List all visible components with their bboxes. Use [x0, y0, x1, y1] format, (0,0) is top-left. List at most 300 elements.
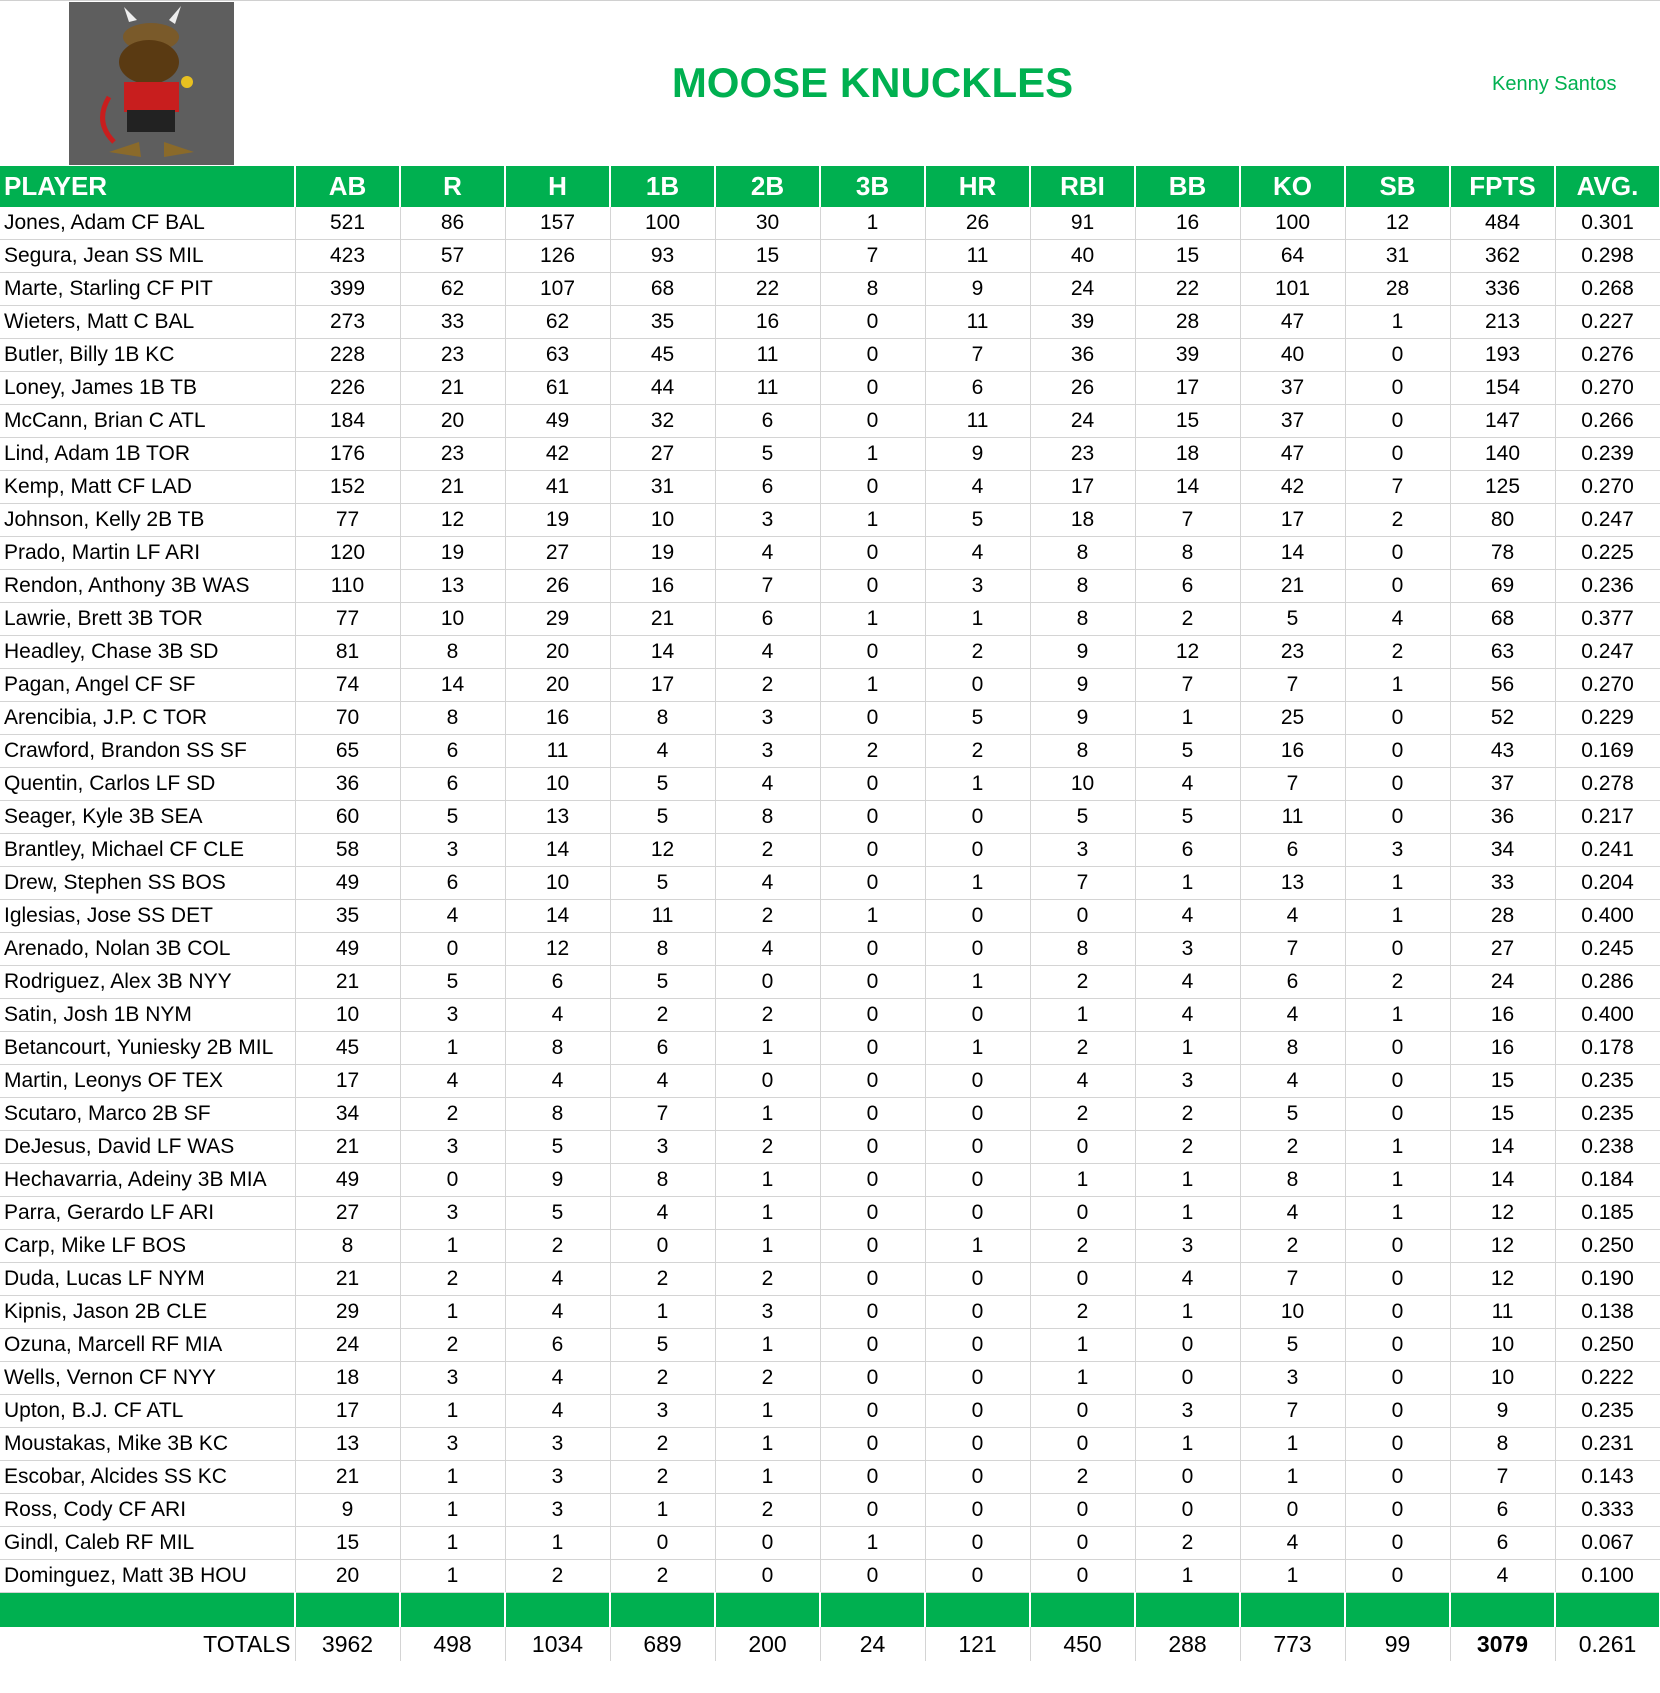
stat-cell: 86	[400, 207, 505, 240]
team-header	[0, 0, 1660, 167]
stat-cell: 14	[505, 900, 610, 933]
stat-cell: 27	[295, 1197, 400, 1230]
separator-cell	[820, 1593, 925, 1628]
total-cell: 498	[400, 1627, 505, 1661]
stat-cell: 0	[1345, 537, 1450, 570]
stat-cell: 8	[505, 1098, 610, 1131]
stat-cell: 7	[1240, 669, 1345, 702]
stat-cell: 8	[610, 933, 715, 966]
stat-cell: 157	[505, 207, 610, 240]
stat-cell: 0.268	[1555, 273, 1660, 306]
stat-cell: 21	[295, 1263, 400, 1296]
stat-cell: 91	[1030, 207, 1135, 240]
stat-cell: 49	[295, 867, 400, 900]
stat-cell: 2	[820, 735, 925, 768]
stat-cell: 8	[1030, 735, 1135, 768]
stat-cell: 1	[400, 1560, 505, 1593]
stat-cell: 15	[295, 1527, 400, 1560]
stat-cell: 34	[295, 1098, 400, 1131]
stat-cell: 10	[1240, 1296, 1345, 1329]
stat-cell: 0	[820, 1560, 925, 1593]
table-row	[0, 603, 1660, 636]
stat-cell: 49	[505, 405, 610, 438]
stat-cell: 0	[1345, 1329, 1450, 1362]
stat-cell: 12	[1345, 207, 1450, 240]
stat-cell: 14	[1240, 537, 1345, 570]
stat-cell: 0	[820, 801, 925, 834]
stat-cell: 1	[400, 1461, 505, 1494]
player-name-cell: Duda, Lucas LF NYM	[0, 1263, 295, 1296]
column-header-3b: 3B	[820, 166, 925, 207]
stat-cell: 49	[295, 1164, 400, 1197]
stat-cell: 0	[820, 1494, 925, 1527]
stat-cell: 4	[925, 537, 1030, 570]
stat-cell: 0.184	[1555, 1164, 1660, 1197]
stat-cell: 9	[1030, 669, 1135, 702]
stat-cell: 15	[1450, 1065, 1555, 1098]
stat-cell: 1	[400, 1494, 505, 1527]
stat-cell: 0	[925, 834, 1030, 867]
stat-cell: 30	[715, 207, 820, 240]
table-row	[0, 372, 1660, 405]
stat-cell: 0	[820, 372, 925, 405]
stat-cell: 23	[400, 438, 505, 471]
separator-cell	[1135, 1593, 1240, 1628]
table-row	[0, 1131, 1660, 1164]
stat-cell: 0.270	[1555, 471, 1660, 504]
stat-cell: 14	[1135, 471, 1240, 504]
stat-cell: 0	[925, 1494, 1030, 1527]
stat-cell: 0	[820, 768, 925, 801]
stat-cell: 2	[610, 1362, 715, 1395]
stat-cell: 2	[610, 1428, 715, 1461]
stat-cell: 47	[1240, 306, 1345, 339]
stat-cell: 8	[505, 1032, 610, 1065]
stat-cell: 1	[925, 1032, 1030, 1065]
stat-cell: 125	[1450, 471, 1555, 504]
stat-cell: 0	[1345, 768, 1450, 801]
stat-cell: 2	[1345, 504, 1450, 537]
stat-cell: 0.377	[1555, 603, 1660, 636]
stat-cell: 0	[1345, 1395, 1450, 1428]
stat-cell: 0	[400, 933, 505, 966]
stat-cell: 19	[505, 504, 610, 537]
stat-cell: 0	[1135, 1362, 1240, 1395]
stat-cell: 110	[295, 570, 400, 603]
stat-cell: 10	[1450, 1329, 1555, 1362]
player-name-cell: Quentin, Carlos LF SD	[0, 768, 295, 801]
stat-cell: 8	[610, 702, 715, 735]
stat-cell: 0	[820, 999, 925, 1032]
stat-cell: 10	[400, 603, 505, 636]
player-name-cell: Butler, Billy 1B KC	[0, 339, 295, 372]
stat-cell: 0.138	[1555, 1296, 1660, 1329]
stat-cell: 0.276	[1555, 339, 1660, 372]
player-name-cell: Parra, Gerardo LF ARI	[0, 1197, 295, 1230]
stat-cell: 154	[1450, 372, 1555, 405]
separator-cell	[0, 1593, 295, 1628]
stat-cell: 4	[1135, 768, 1240, 801]
stat-cell: 0.178	[1555, 1032, 1660, 1065]
stat-cell: 9	[295, 1494, 400, 1527]
stat-cell: 64	[1240, 240, 1345, 273]
stat-cell: 0	[1135, 1329, 1240, 1362]
player-name-cell: Betancourt, Yuniesky 2B MIL	[0, 1032, 295, 1065]
stat-cell: 1	[925, 768, 1030, 801]
table-row	[0, 801, 1660, 834]
stat-cell: 0	[925, 669, 1030, 702]
stat-cell: 0	[925, 1131, 1030, 1164]
stat-cell: 0	[1345, 1296, 1450, 1329]
stat-cell: 0	[1345, 1032, 1450, 1065]
stat-cell: 21	[610, 603, 715, 636]
stat-cell: 2	[400, 1263, 505, 1296]
stat-cell: 0	[820, 933, 925, 966]
stat-cell: 63	[505, 339, 610, 372]
table-row	[0, 1560, 1660, 1593]
column-header-fpts: FPTS	[1450, 166, 1555, 207]
stat-cell: 77	[295, 603, 400, 636]
stat-cell: 6	[400, 735, 505, 768]
stat-cell: 521	[295, 207, 400, 240]
stat-cell: 4	[505, 1395, 610, 1428]
stat-cell: 1	[1030, 1329, 1135, 1362]
table-row	[0, 273, 1660, 306]
stat-cell: 1	[820, 1527, 925, 1560]
stat-cell: 3	[715, 702, 820, 735]
player-name-cell: Seager, Kyle 3B SEA	[0, 801, 295, 834]
stat-cell: 0.301	[1555, 207, 1660, 240]
stat-cell: 21	[1240, 570, 1345, 603]
player-name-cell: Drew, Stephen SS BOS	[0, 867, 295, 900]
stat-cell: 16	[715, 306, 820, 339]
stat-cell: 4	[400, 900, 505, 933]
stat-cell: 13	[400, 570, 505, 603]
stat-cell: 0.235	[1555, 1065, 1660, 1098]
stat-cell: 3	[1345, 834, 1450, 867]
stat-cell: 60	[295, 801, 400, 834]
stat-cell: 3	[610, 1131, 715, 1164]
stat-cell: 0	[1030, 1395, 1135, 1428]
stat-cell: 17	[295, 1395, 400, 1428]
stat-cell: 1	[715, 1098, 820, 1131]
table-row	[0, 240, 1660, 273]
stat-cell: 176	[295, 438, 400, 471]
separator-cell	[295, 1593, 400, 1628]
stat-cell: 0	[1030, 900, 1135, 933]
stat-cell: 0	[820, 570, 925, 603]
stat-cell: 4	[610, 1197, 715, 1230]
stat-cell: 152	[295, 471, 400, 504]
stat-cell: 27	[1450, 933, 1555, 966]
stat-cell: 9	[925, 438, 1030, 471]
stat-cell: 56	[1450, 669, 1555, 702]
stat-cell: 31	[1345, 240, 1450, 273]
stat-cell: 14	[610, 636, 715, 669]
column-header-player: PLAYER	[0, 166, 295, 207]
stat-cell: 17	[610, 669, 715, 702]
stat-cell: 47	[1240, 438, 1345, 471]
stat-cell: 5	[505, 1197, 610, 1230]
table-row	[0, 1296, 1660, 1329]
stat-cell: 0.241	[1555, 834, 1660, 867]
stat-cell: 1	[715, 1329, 820, 1362]
stat-cell: 14	[1450, 1164, 1555, 1197]
stat-cell: 10	[295, 999, 400, 1032]
stat-cell: 3	[400, 1362, 505, 1395]
stat-cell: 4	[505, 1296, 610, 1329]
table-row	[0, 636, 1660, 669]
stat-cell: 6	[610, 1032, 715, 1065]
stat-cell: 3	[400, 834, 505, 867]
stat-cell: 20	[505, 636, 610, 669]
stat-cell: 1	[610, 1296, 715, 1329]
stat-cell: 0.250	[1555, 1329, 1660, 1362]
stat-cell: 4	[1240, 900, 1345, 933]
stat-cell: 0	[820, 1131, 925, 1164]
stat-cell: 0.266	[1555, 405, 1660, 438]
stat-cell: 21	[295, 1131, 400, 1164]
stat-cell: 1	[1135, 1428, 1240, 1461]
stat-cell: 226	[295, 372, 400, 405]
stat-cell: 4	[1135, 999, 1240, 1032]
total-cell: 288	[1135, 1627, 1240, 1661]
stat-cell: 0	[1345, 1560, 1450, 1593]
separator-cell	[1450, 1593, 1555, 1628]
column-header-1b: 1B	[610, 166, 715, 207]
stat-cell: 0	[820, 1296, 925, 1329]
stat-cell: 18	[295, 1362, 400, 1395]
stat-cell: 78	[1450, 537, 1555, 570]
column-header-avg: AVG.	[1555, 166, 1660, 207]
stat-cell: 100	[610, 207, 715, 240]
stat-cell: 0	[820, 834, 925, 867]
stat-cell: 336	[1450, 273, 1555, 306]
stat-cell: 1	[925, 1230, 1030, 1263]
header-row	[0, 166, 1660, 207]
stat-cell: 0	[1345, 1362, 1450, 1395]
table-row	[0, 1230, 1660, 1263]
stat-cell: 6	[400, 768, 505, 801]
player-name-cell: Rendon, Anthony 3B WAS	[0, 570, 295, 603]
stat-cell: 0.229	[1555, 702, 1660, 735]
player-name-cell: Arenado, Nolan 3B COL	[0, 933, 295, 966]
stat-cell: 62	[505, 306, 610, 339]
stat-cell: 3	[715, 1296, 820, 1329]
stat-cell: 140	[1450, 438, 1555, 471]
stat-cell: 1	[1345, 999, 1450, 1032]
stat-cell: 0	[925, 1461, 1030, 1494]
stat-cell: 14	[1450, 1131, 1555, 1164]
stat-cell: 26	[925, 207, 1030, 240]
separator-cell	[1555, 1593, 1660, 1628]
table-row	[0, 1032, 1660, 1065]
stat-cell: 0.236	[1555, 570, 1660, 603]
stat-cell: 0.400	[1555, 999, 1660, 1032]
stat-cell: 7	[610, 1098, 715, 1131]
total-cell: 689	[610, 1627, 715, 1661]
player-name-cell: Lawrie, Brett 3B TOR	[0, 603, 295, 636]
stat-cell: 0	[820, 1032, 925, 1065]
stat-cell: 70	[295, 702, 400, 735]
stat-cell: 15	[1450, 1098, 1555, 1131]
stat-cell: 21	[400, 372, 505, 405]
stat-cell: 1	[1030, 1164, 1135, 1197]
table-row	[0, 1428, 1660, 1461]
stat-cell: 8	[1450, 1428, 1555, 1461]
stat-cell: 0.333	[1555, 1494, 1660, 1527]
stat-cell: 4	[715, 636, 820, 669]
stat-cell: 8	[1030, 537, 1135, 570]
stat-cell: 9	[925, 273, 1030, 306]
stat-cell: 36	[1030, 339, 1135, 372]
stat-cell: 0.238	[1555, 1131, 1660, 1164]
stat-cell: 0	[925, 1098, 1030, 1131]
stat-cell: 11	[925, 405, 1030, 438]
stat-cell: 0	[820, 867, 925, 900]
stat-cell: 1	[925, 603, 1030, 636]
stat-cell: 0	[820, 1428, 925, 1461]
stat-cell: 3	[505, 1494, 610, 1527]
stat-cell: 0.235	[1555, 1395, 1660, 1428]
stat-cell: 13	[1240, 867, 1345, 900]
player-name-cell: Martin, Leonys OF TEX	[0, 1065, 295, 1098]
stat-cell: 2	[400, 1098, 505, 1131]
stat-cell: 0.247	[1555, 504, 1660, 537]
stat-cell: 57	[400, 240, 505, 273]
stat-cell: 4	[925, 471, 1030, 504]
stat-cell: 23	[400, 339, 505, 372]
stat-cell: 0.235	[1555, 1098, 1660, 1131]
stat-cell: 2	[715, 1263, 820, 1296]
player-name-cell: Marte, Starling CF PIT	[0, 273, 295, 306]
stat-cell: 14	[505, 834, 610, 867]
stat-cell: 1	[1135, 1197, 1240, 1230]
stat-cell: 0	[1345, 570, 1450, 603]
player-name-cell: Kemp, Matt CF LAD	[0, 471, 295, 504]
stat-cell: 62	[400, 273, 505, 306]
table-row	[0, 1461, 1660, 1494]
stat-cell: 58	[295, 834, 400, 867]
stat-cell: 36	[295, 768, 400, 801]
stat-cell: 1	[505, 1527, 610, 1560]
stat-cell: 68	[610, 273, 715, 306]
stat-cell: 35	[610, 306, 715, 339]
stat-cell: 0	[820, 1065, 925, 1098]
stat-cell: 8	[610, 1164, 715, 1197]
stat-cell: 10	[1030, 768, 1135, 801]
stat-cell: 16	[610, 570, 715, 603]
stat-cell: 19	[400, 537, 505, 570]
stat-cell: 0.190	[1555, 1263, 1660, 1296]
stat-cell: 0	[925, 1164, 1030, 1197]
stat-cell: 4	[715, 867, 820, 900]
stat-cell: 6	[1450, 1527, 1555, 1560]
stat-cell: 0	[1345, 1527, 1450, 1560]
team-title: MOOSE KNUCKLES	[671, 59, 1074, 106]
stat-cell: 6	[400, 867, 505, 900]
stat-cell: 11	[925, 306, 1030, 339]
stat-cell: 0	[1345, 1230, 1450, 1263]
stat-cell: 21	[295, 1461, 400, 1494]
stat-cell: 22	[1135, 273, 1240, 306]
stat-cell: 1	[1135, 1164, 1240, 1197]
stat-cell: 39	[1030, 306, 1135, 339]
player-name-cell: Iglesias, Jose SS DET	[0, 900, 295, 933]
stat-cell: 3	[505, 1461, 610, 1494]
stat-cell: 6	[715, 603, 820, 636]
stat-cell: 2	[1030, 966, 1135, 999]
stat-cell: 0	[820, 306, 925, 339]
stat-cell: 7	[1135, 669, 1240, 702]
stat-cell: 2	[400, 1329, 505, 1362]
stat-cell: 4	[1135, 966, 1240, 999]
stat-cell: 1	[820, 900, 925, 933]
stat-cell: 4	[1450, 1560, 1555, 1593]
stat-cell: 0	[925, 1428, 1030, 1461]
table-row	[0, 339, 1660, 372]
stat-cell: 20	[505, 669, 610, 702]
stat-cell: 193	[1450, 339, 1555, 372]
stat-cell: 0	[1030, 1131, 1135, 1164]
stat-cell: 7	[1240, 1263, 1345, 1296]
stat-cell: 0	[1345, 1494, 1450, 1527]
stat-cell: 17	[295, 1065, 400, 1098]
stat-cell: 423	[295, 240, 400, 273]
stat-cell: 0	[925, 933, 1030, 966]
stat-cell: 8	[1135, 537, 1240, 570]
stat-cell: 0	[1345, 1263, 1450, 1296]
stat-cell: 2	[610, 1461, 715, 1494]
stat-cell: 184	[295, 405, 400, 438]
stat-cell: 0	[925, 1395, 1030, 1428]
player-name-cell: Satin, Josh 1B NYM	[0, 999, 295, 1032]
table-row	[0, 735, 1660, 768]
stat-cell: 8	[820, 273, 925, 306]
player-name-cell: Ross, Cody CF ARI	[0, 1494, 295, 1527]
stat-cell: 6	[1240, 834, 1345, 867]
stat-cell: 11	[610, 900, 715, 933]
stat-cell: 33	[1450, 867, 1555, 900]
stat-cell: 0	[820, 1263, 925, 1296]
stat-cell: 1	[715, 1461, 820, 1494]
stat-cell: 14	[400, 669, 505, 702]
stat-cell: 1	[820, 669, 925, 702]
player-name-cell: Kipnis, Jason 2B CLE	[0, 1296, 295, 1329]
player-name-cell: Escobar, Alcides SS KC	[0, 1461, 295, 1494]
separator-cell	[925, 1593, 1030, 1628]
stat-cell: 1	[715, 1164, 820, 1197]
player-name-cell: Brantley, Michael CF CLE	[0, 834, 295, 867]
stat-cell: 2	[1135, 1527, 1240, 1560]
stat-cell: 7	[1135, 504, 1240, 537]
stat-cell: 0	[925, 1362, 1030, 1395]
stat-cell: 1	[1240, 1560, 1345, 1593]
table-row	[0, 504, 1660, 537]
stat-cell: 2	[1135, 1131, 1240, 1164]
stat-cell: 3	[925, 570, 1030, 603]
stat-cell: 8	[295, 1230, 400, 1263]
stat-cell: 4	[1240, 1197, 1345, 1230]
stat-cell: 3	[1030, 834, 1135, 867]
stat-cell: 23	[1030, 438, 1135, 471]
stat-cell: 7	[1030, 867, 1135, 900]
column-header-hr: HR	[925, 166, 1030, 207]
stat-cell: 0	[820, 1197, 925, 1230]
stat-cell: 12	[1450, 1197, 1555, 1230]
stat-cell: 1	[1345, 306, 1450, 339]
stat-cell: 1	[1345, 669, 1450, 702]
